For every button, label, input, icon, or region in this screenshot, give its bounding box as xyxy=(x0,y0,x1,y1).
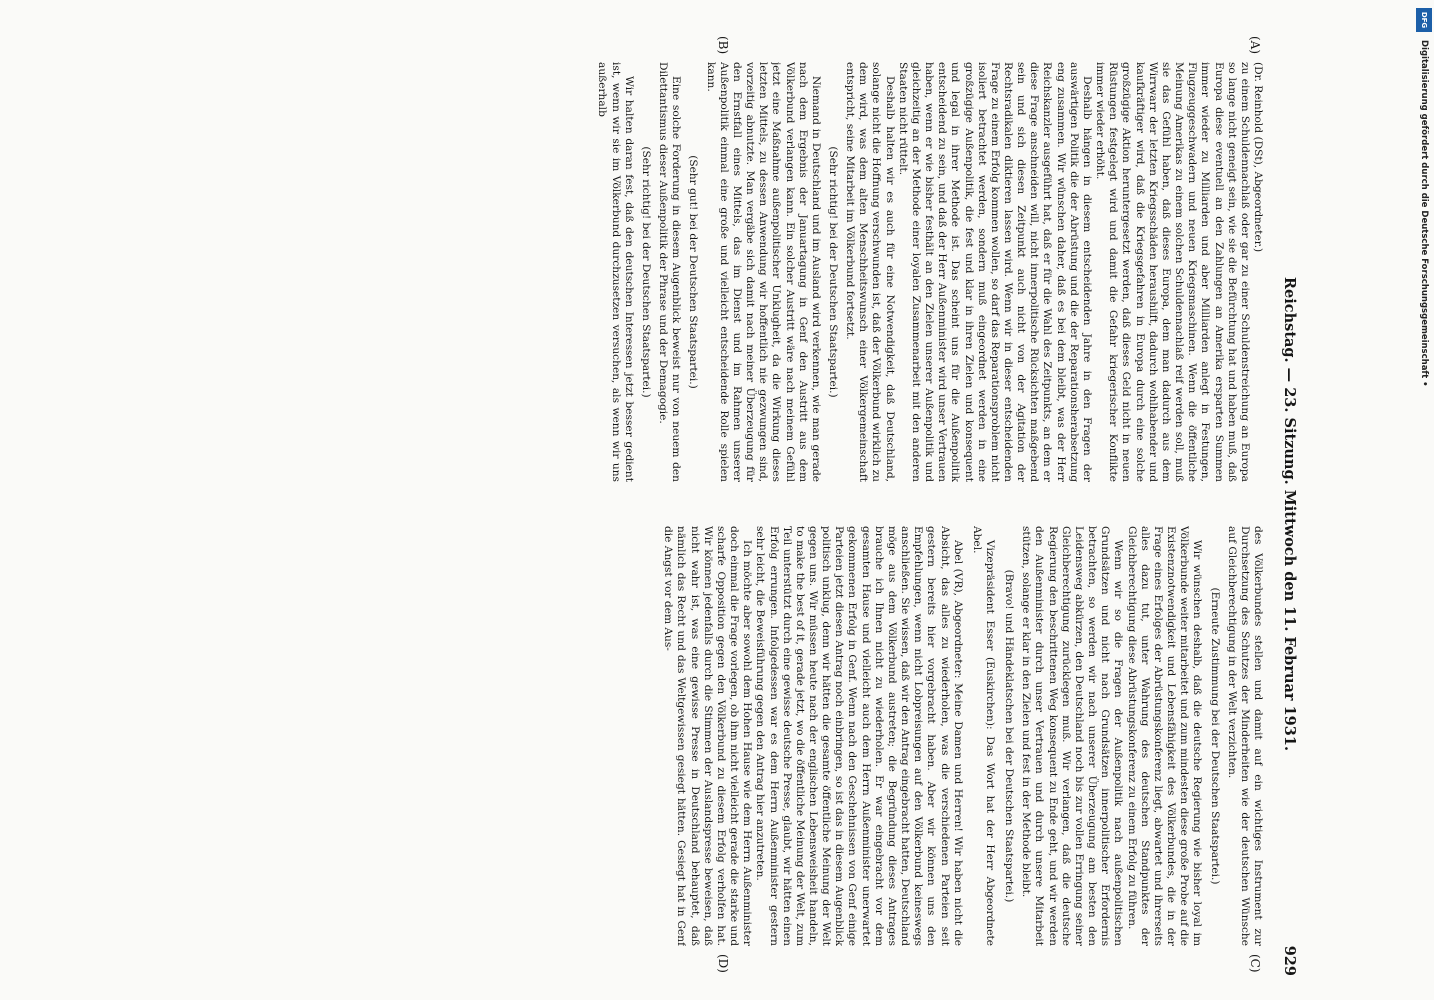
paragraph: Eine solche Forderung in diesem Augenblick beweist nur von neuem den Dilettantismus dieser Außenpolitik der Phrase und der Demagogie. xyxy=(657,62,683,482)
paragraph: Abel (VR), Abgeordneter: Meine Damen und Herren! Wir haben nicht die Absicht, das alles zu wiederholen, was die verschiedenen Parteien seit gestern bereits hier vorgebracht haben. Aber wir können uns den Empfehlungen, wenn nicht Lobpreisungen auf den Völkerbund keineswegs anschließen. Sie wissen, daß wir den Antrag eingebracht hatten, Deutschland möge aus dem Völkerbund austreten; die Begründung dieses Antrages brauche ich Ihnen nicht zu wiederholen. Er war eingebracht vor dem gesamten Hause und vielleicht auch dem Herrn Außenminister unerwartet gekommenen Erfolg in Genf. Wenn nach den Geschehnissen von Genf einige Parteien jetzt diesen Antrag noch einbringen, so ist das in diesem Augenblick politisch unklug, denn wir hätten die gesamte öffentliche Meinung der Welt gegen uns. Wir müssen heute nach der englischen Lebensweisheit handeln, to make the best of it, gerade jetzt, wo die öffentliche Meinung der Welt, zum Teil unterstützt durch eine gewisse deutsche Presse, glaubt, wir hätten einen Erfolg errungen. Infolgedessen war es dem Herrn Außenminister gestern sehr leicht, die Beweisführung gegen den Antrag hier anzutreten. xyxy=(754,526,964,946)
right-column xyxy=(164,526,1264,946)
audience-reaction: (Sehr richtig! bei der Deutschen Staatspartei.) xyxy=(827,146,839,398)
audience-reaction: (Sehr gut! bei der Deutschen Staatspartei.) xyxy=(687,155,700,389)
paragraph: Wir wünschen deshalb, daß die deutsche Regierung wie bisher loyal im Völkerbunde weiter mitarbeitet und zum mindesten diese große Probe auf die Existenznotwendigkeit und Lebensfähigkeit des Völkerbundes, die in der Frage eines Erfolges der Abrüstungskonferenz liegt, abwartet und ihrerseits alles dazu tut, unter Wahrung des deutschen Standpunktes der Gleichberechtigung diese Abrüstungskonferenz zu einem Erfolg zu führen. xyxy=(1125,526,1204,946)
paragraph: des Völkerbundes stellen und damit auf ein wichtiges Instrument zur Durchsetzung des Schutzes der Minderheiten wie der deutschen Wünsche auf Gleichberechtigung in der Welt verzichten. xyxy=(1225,526,1264,946)
digitization-credit xyxy=(1412,0,1434,1000)
left-column xyxy=(164,62,1264,482)
credit-text: Digitalisierung gefördert durch die Deutsche Forschungsgemeinschaft • xyxy=(1419,40,1429,387)
margin-marker-d: (D) xyxy=(716,954,730,973)
paragraph: Niemand in Deutschland und im Ausland wird verkennen, wie man gerade nach dem Ergebnis der Januartagung in Genf den Austritt aus dem Völkerbund verlangen kann. Ein solcher Austritt wäre nach meinem Gefühl jetzt eine Maßnahme außenpolitischer Unklugheit, da die Wirkung dieses letzten Mittels, zu dessen Anwendung wir hoffentlich nie gezwungen sind, vorzeitig abnutzte. Man vergäbe sich damit nach meiner Überzeugung für den Ernstfall eines Mittels, das im Dienst und im Rahmen unserer Außenpolitik einmal eine große und vielleicht entscheidende Rolle spielen kann. xyxy=(704,62,822,482)
audience-reaction: (Erneute Zustimmung bei der Deutschen Staatspartei.) xyxy=(1208,587,1221,885)
paragraph: Wenn wir so die Fragen der Außenpolitik nach außenpolitischen Grundsätzen und nicht nach Grundsätzen innerpolitischer Erfordernis betrachten, so werden wir nach unserer Überzeugung am besten den Leidensweg abkürzen, den Deutschland noch bis zur vollen Erringung seiner Gleichberechtigung zurücklegen muß. Wir verlangen, daß die deutsche Regierung den beschrittenen Weg konsequent zu Ende geht, und wir werden den Außenminister durch unser Vertrauen und durch unsere Mitarbeit stützen, solange er klar in den Zielen und fest in der Methode bleibt. xyxy=(1020,526,1125,946)
paragraph: Deshalb halten wir es auch für eine Notwendigkeit, daß Deutschland, solange nicht die Hoffnung verschwunden ist, daß der Völkerbund wirklich zu dem wird, was dem alten Menschheitswunsch einer Völkergemeinschaft entspricht, seine Mitarbeit im Völkerbund fortsetzt. xyxy=(844,62,896,482)
dfg-logo: DFG xyxy=(1416,8,1432,32)
paragraph: zu einem Schuldennachlaß oder gar zu einer Schuldenstreichung an Europa so lange nicht geneigt sein, wie sie die Befürchtung hat und haben muß, daß Europa diese eventuell an den Zahlungen an Amerika ersparten Summen immer wieder zu Milliarden und aber Milliarden anlegt in Festungen, Flugzeuggeschwadern und neuen Kriegsmaschinen. Wenn die öffentliche Meinung Amerikas zu einem solchen Schuldennachlaß reif werden soll, muß sie das Gefühl haben, daß dieses Europa, dem man dadurch aus dem Wirrwarr der letzten Kriegsschäden heraushilft, dadurch wohlhabender und kaufkräftiger wird, daß die Kriegsgefahren in Europa durch eine solche großzügige Aktion heruntergesetzt werden, daß dieses Geld nicht in neuen Rüstungen festgelegt wird und damit die Gefahr kriegerischer Konflikte immer wieder erhöht. xyxy=(1094,62,1251,482)
header-title: Reichstag. — 23. Sitzung. Mittwoch den 11. Februar 1931. xyxy=(1281,277,1298,751)
margin-marker-c: (C) xyxy=(1248,954,1262,973)
audience-reaction: (Sehr richtig! bei der Deutschen Staatspartei.) xyxy=(639,146,652,398)
chair-announcement: Vizepräsident Esser (Euskirchen): Das Wort hat der Herr Abgeordnete Abel. xyxy=(970,526,997,946)
paragraph: Deshalb hängen in diesem entscheidenden Jahre in den Fragen der auswärtigen Politik die der Abrüstung und die der Reparationsherabsetzung eng zusammen. Wir wünschen daher, daß es bei dem bleibt, was der Herr Reichskanzler ausgeführt hat, daß er für die Wahl des Zeitpunkts, an dem er diese Frage anschneiden will, nicht innerpolitische Rücksichten maßgebend sein und sich diesen Zeitpunkt auch nicht von der Agitation der Rechtsradikalen diktieren lassen wird. Wenn wir in dieser entscheidenden Frage zu einem Erfolg kommen wollen, so darf das Reparationsproblem nicht isoliert betrachtet werden, sondern muß eingeordnet werden in eine großzügige Außenpolitik, die fest und klar in ihren Zielen und konsequent und legal in ihrer Methode ist. Das scheint uns für die Außenpolitik entscheidend zu sein, und daß der Herr Außenminister wird unser Vertrauen haben, wenn er wie bisher festhält an den Zielen unserer Außenpolitik und gleichzeitig an der Methode einer loyalen Zusammenarbeit mit den anderen Staaten nicht rüttelt. xyxy=(896,62,1093,482)
page-number: 929 xyxy=(1281,945,1298,976)
margin-marker-b: (B) xyxy=(716,36,730,55)
margin-marker-a: (A) xyxy=(1248,36,1262,55)
running-header xyxy=(1272,24,1302,976)
paragraph: Ich möchte aber sowohl dem Hohen Hause wie dem Herrn Außenminister doch einmal die Frage vorlegen, ob ihm nicht vielleicht gerade die starke und scharfe Opposition gegen den Völkerbund zu diesem Erfolg verholfen hat. Wir können jedenfalls durch die Stimmen der Auslandspresse beweisen, daß nicht wahr ist, was eine gewisse Presse in Deutschland behauptet, daß nämlich das Recht und das Weltgewissen gesiegt hätten. Gesiegt hat in Genf die Angst vor dem Aus- xyxy=(662,526,754,946)
speaker-line: (Dr. Reinhold (DSt), Abgeordneter.) xyxy=(1252,62,1264,253)
rotated-document-page xyxy=(100,0,1310,1000)
paragraph: Wir halten daran fest, daß den deutschen Interessen jetzt besser gedient ist, wenn wir sie im Völkerbund durchzusetzen versuchen, als wenn wir uns außerhalb xyxy=(596,62,635,482)
audience-reaction: (Bravo! und Händeklatschen bei der Deutschen Staatspartei.) xyxy=(1003,569,1016,903)
